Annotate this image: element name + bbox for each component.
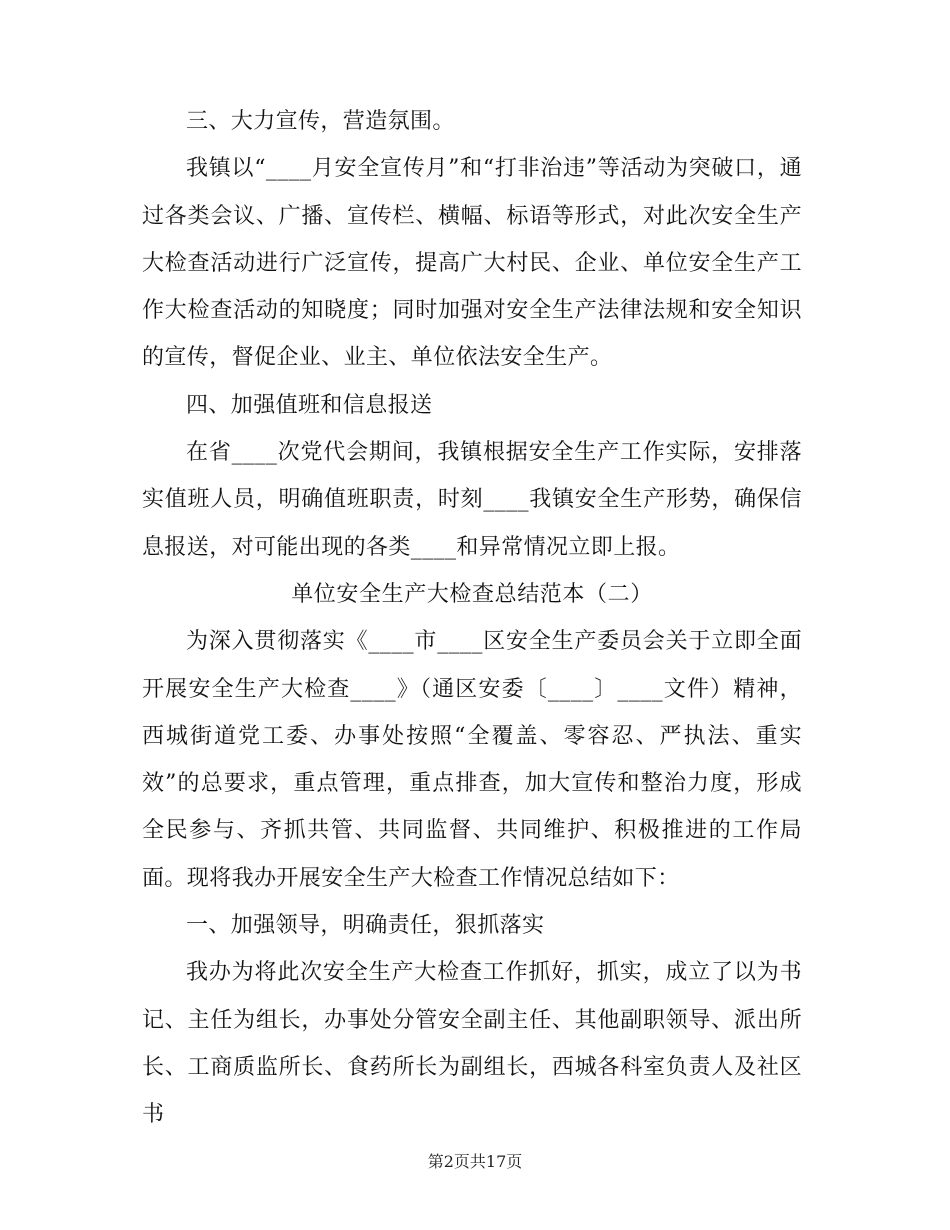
paragraph-leadership: 我办为将此次安全生产大检查工作抓好，抓实，成立了以为书记、主任为组长，办事处分管安全副主任、其他副职领导、派出所长、工商质监所长、食药所长为副组长，西城各科室负责人及社区书 xyxy=(142,960,802,1128)
section-heading-four: 四、加强值班和信息报送 xyxy=(186,392,433,418)
section-heading-one: 一、加强领导，明确责任，狠抓落实 xyxy=(186,913,545,939)
section-heading-three: 三、大力宣传，营造氛围。 xyxy=(186,109,455,134)
paragraph-publicity: 我镇以“____月安全宣传月”和“打非治违”等活动为突破口，通过各类会议、广播、宣传栏、横幅、标语等形式，对此次安全生产大检查活动进行广泛宣传，提高广大村民、企业、单位安全生产工作大检查活动的知晓度；同时加强对安全生产法律法规和安全知识的宣传，督促企业、业主、单位依法安全生产。 xyxy=(142,156,802,371)
paragraph-intro: 为深入贯彻落实《____市____区安全生产委员会关于立即全面开展安全生产大检查____》（通区安委〔____〕____文件）精神，西城街道党工委、办事处按照“全覆盖、零容忍、严执法、重实效”的总要求，重点管理，重点排查，加大宣传和整治力度，形成全民参与、齐抓共管、共同监督、共同维护、积极推进的工作局面。现将我办开展安全生产大检查工作情况总结如下： xyxy=(142,629,802,891)
document-section-title: 单位安全生产大检查总结范本（二） xyxy=(291,581,653,607)
page-number: 第2页共17页 xyxy=(427,1152,523,1171)
paragraph-duty-reporting: 在省____次党代会期间，我镇根据安全生产工作实际，安排落实值班人员，明确值班职责，时刻____我镇安全生产形势，确保信息报送，对可能出现的各类____和异常情况立即上报。 xyxy=(142,440,802,560)
document-body xyxy=(142,98,802,1139)
